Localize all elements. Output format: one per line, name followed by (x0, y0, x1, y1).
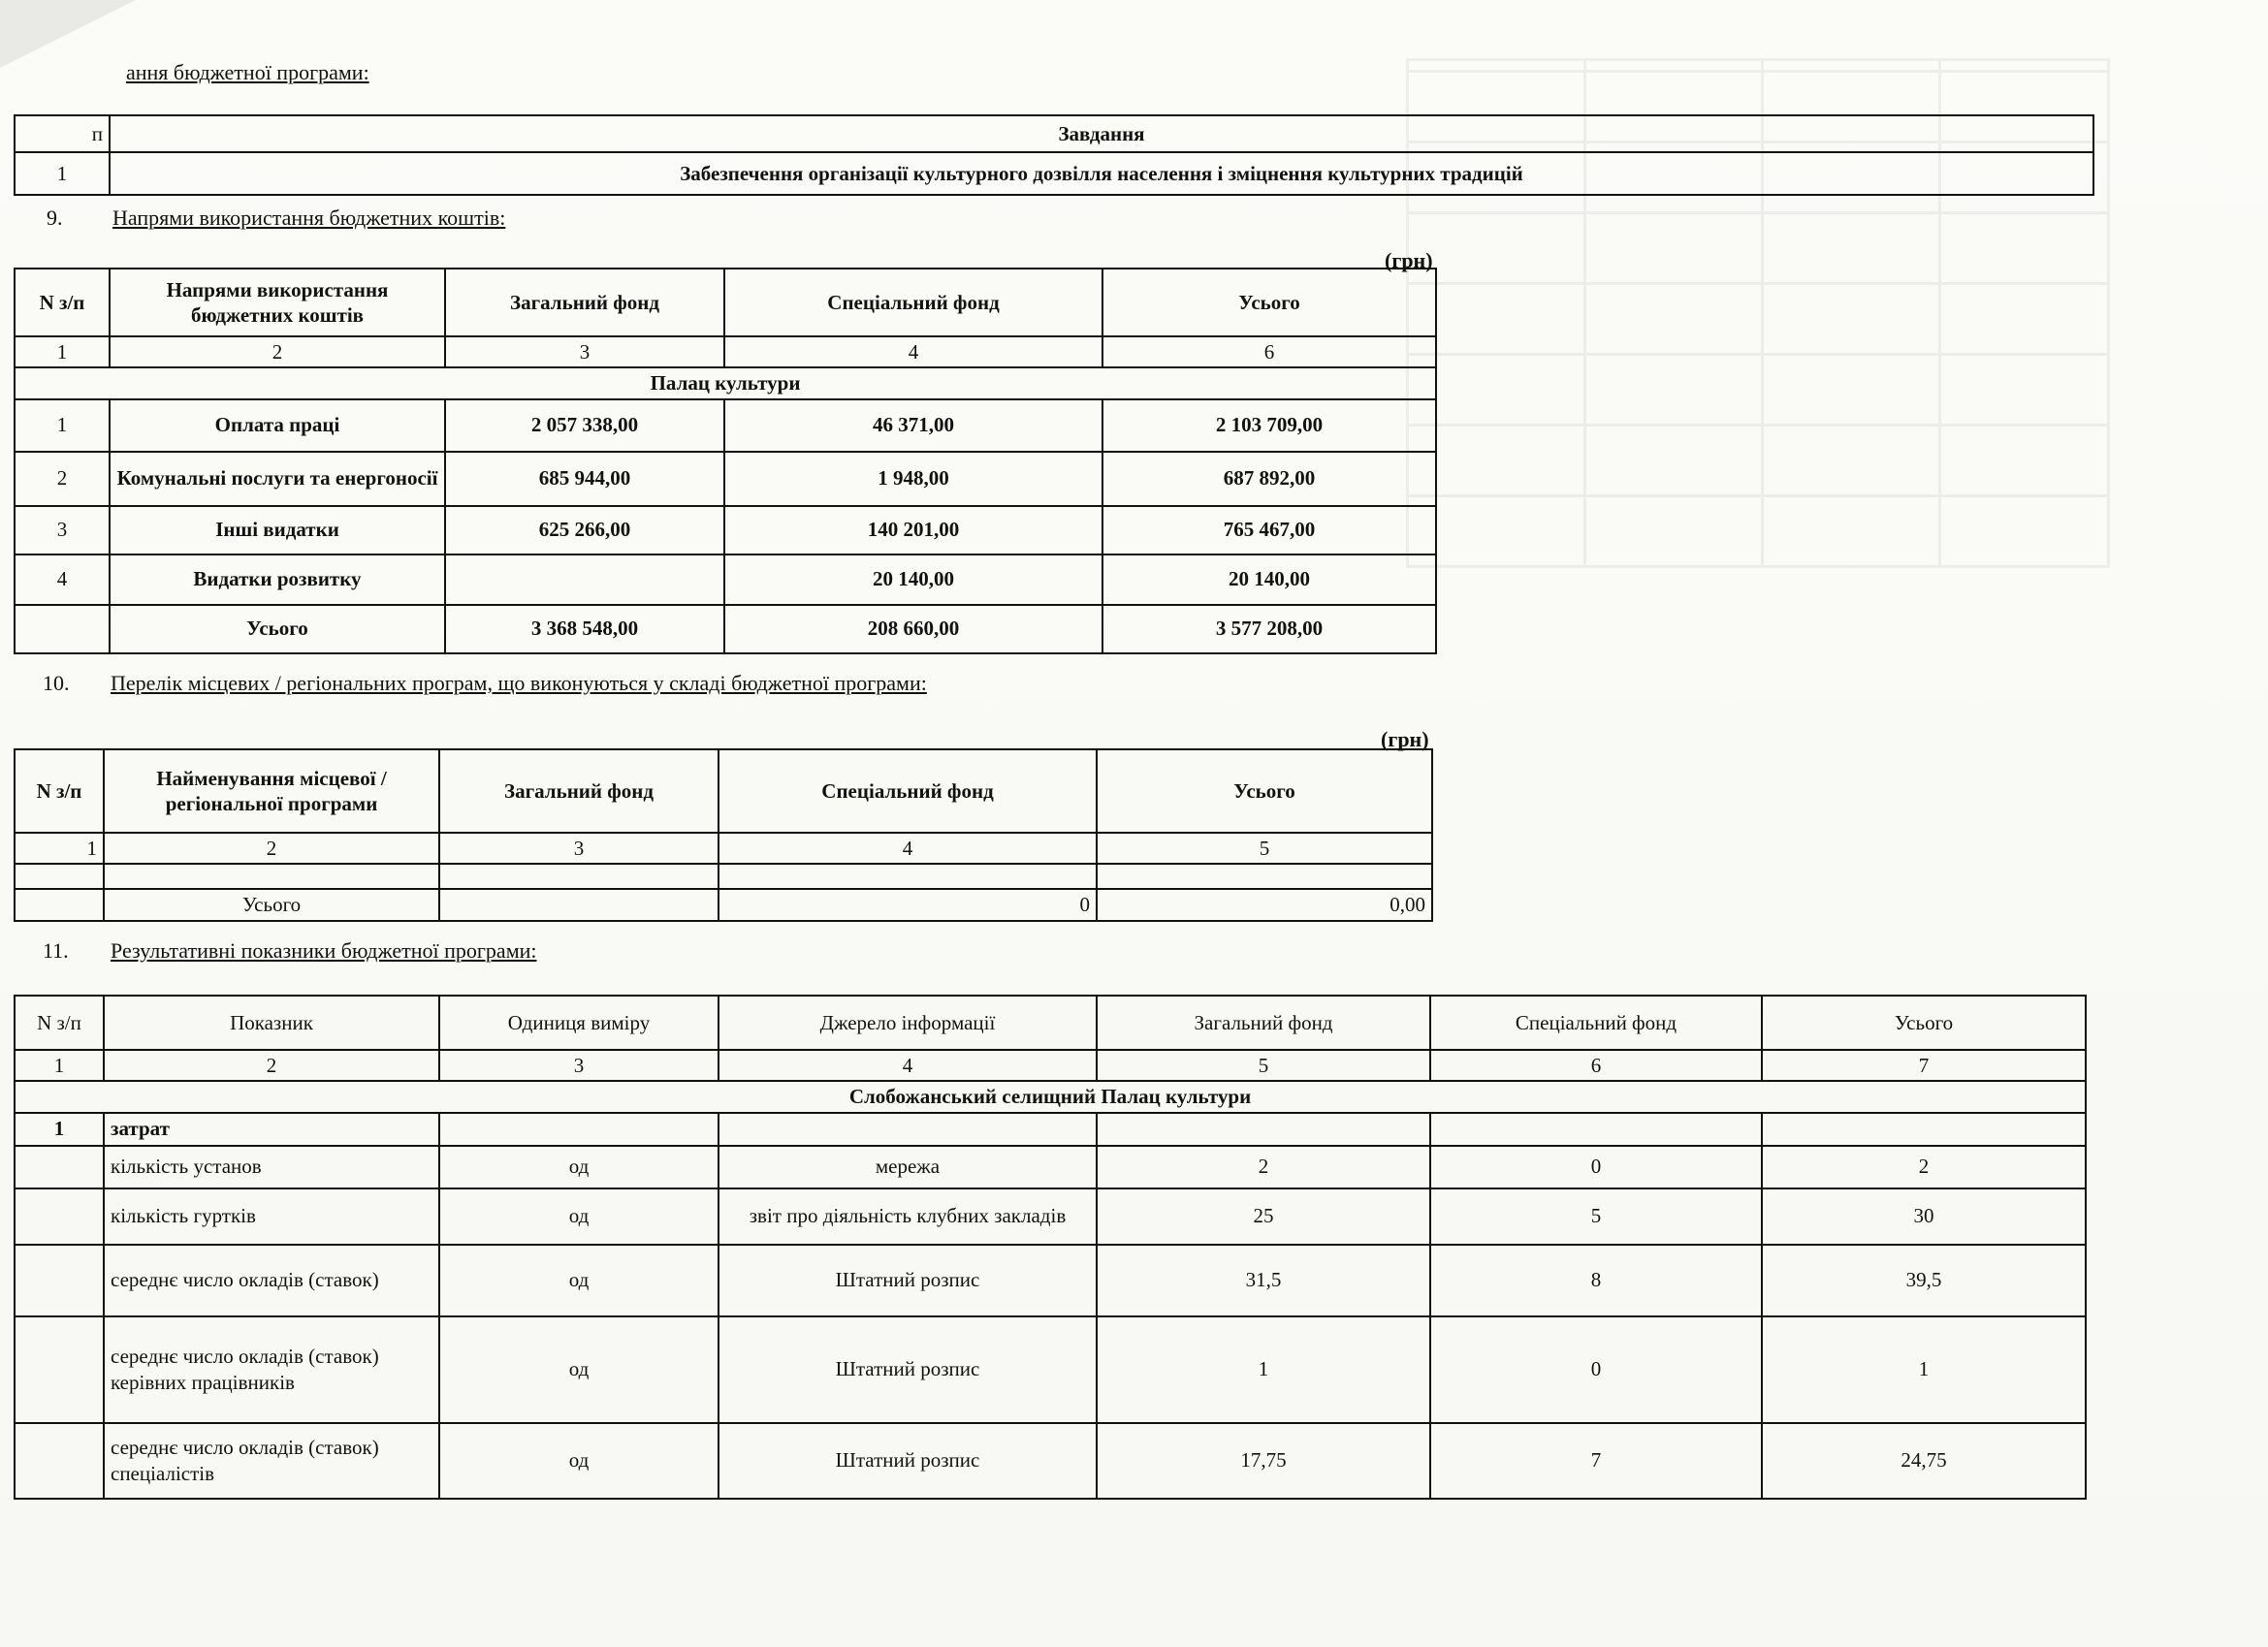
category-name: затрат (104, 1113, 439, 1146)
indicator-source: Штатний розпис (719, 1316, 1097, 1423)
col-header-total: Усього (1097, 749, 1432, 833)
table-row (15, 152, 2093, 195)
indicator-general: 17,75 (1097, 1423, 1430, 1499)
row-special: 20 140,00 (724, 554, 1102, 605)
col-num: 2 (104, 1050, 439, 1081)
row-total: 687 892,00 (1102, 452, 1436, 506)
column-numbers-row (15, 336, 1436, 367)
indicator-general: 31,5 (1097, 1245, 1430, 1316)
row-direction: Інші видатки (110, 506, 445, 554)
col-header-num: N з/п (15, 269, 110, 336)
total-general: 3 368 548,00 (445, 605, 724, 653)
col-num: 2 (110, 336, 445, 367)
indicator-unit: од (439, 1245, 719, 1316)
row-special: 140 201,00 (724, 506, 1102, 554)
section-10-title: Перелік місцевих / регіональних програм, що виконуються у складі бюджетної програми: (111, 671, 927, 695)
col-num: 3 (445, 336, 724, 367)
section-11-title: Результативні показники бюджетної програми: (111, 938, 537, 963)
section-9-unit: (грн) (1385, 248, 1433, 272)
indicator-special: 7 (1430, 1423, 1762, 1499)
header-row (15, 996, 2086, 1050)
col-num: 5 (1097, 1050, 1430, 1081)
section-11-number: 11. (43, 938, 69, 963)
column-numbers-row (15, 833, 1432, 864)
section-10-number: 10. (43, 671, 70, 695)
total-row (15, 605, 1436, 653)
col-header-total: Усього (1102, 269, 1436, 336)
indicator-general: 25 (1097, 1188, 1430, 1245)
row-special: 46 371,00 (724, 399, 1102, 452)
row-general: 2 057 338,00 (445, 399, 724, 452)
table-row (15, 1423, 2086, 1499)
group-row (15, 1081, 2086, 1112)
indicator-unit: од (439, 1146, 719, 1188)
total-special: 208 660,00 (724, 605, 1102, 653)
row-general (445, 554, 724, 605)
indicator-name: середнє число окладів (ставок) (104, 1245, 439, 1316)
row-total: 765 467,00 (1102, 506, 1436, 554)
total-general (439, 889, 719, 920)
row-general: 685 944,00 (445, 452, 724, 506)
indicator-name: кількість гуртків (104, 1188, 439, 1245)
col-num: 4 (719, 1050, 1097, 1081)
indicator-name: середнє число окладів (ставок) спеціалістів (104, 1423, 439, 1499)
table-row (15, 1146, 2086, 1188)
row-special: 1 948,00 (724, 452, 1102, 506)
col-num: 3 (439, 833, 719, 864)
performance-indicators-table (14, 995, 2087, 1500)
col-num: 1 (15, 336, 110, 367)
col-header-special: Спеціальний фонд (719, 749, 1097, 833)
col-header-direction: Напрями використання бюджетних коштів (110, 269, 445, 336)
indicator-source: Штатний розпис (719, 1245, 1097, 1316)
row-direction: Видатки розвитку (110, 554, 445, 605)
col-header-general: Загальний фонд (445, 269, 724, 336)
row-general: 625 266,00 (445, 506, 724, 554)
col-header-general: Загальний фонд (1097, 996, 1430, 1050)
indicator-general: 1 (1097, 1316, 1430, 1423)
total-row (15, 889, 1432, 920)
row-total: 20 140,00 (1102, 554, 1436, 605)
folded-corner (0, 0, 136, 68)
task-number: 1 (15, 152, 110, 195)
table-row (15, 1245, 2086, 1316)
section-9-title: Напрями використання бюджетних коштів: (112, 206, 506, 230)
indicator-source: Штатний розпис (719, 1423, 1097, 1499)
indicator-name: середнє число окладів (ставок) керівних працівників (104, 1316, 439, 1423)
group-row (15, 367, 1436, 398)
section-10-unit: (грн) (1381, 727, 1429, 751)
total-num (15, 605, 110, 653)
total-total: 0,00 (1097, 889, 1432, 920)
table-row (15, 1188, 2086, 1245)
row-total: 2 103 709,00 (1102, 399, 1436, 452)
col-num: 1 (15, 833, 104, 864)
row-direction: Оплата праці (110, 399, 445, 452)
header-row (15, 269, 1436, 336)
col-num: 7 (1762, 1050, 2086, 1081)
indicator-special: 8 (1430, 1245, 1762, 1316)
row-num: 4 (15, 554, 110, 605)
total-special: 0 (719, 889, 1097, 920)
col-header-indicator: Показник (104, 996, 439, 1050)
header-row (15, 749, 1432, 833)
table-row (15, 399, 1436, 452)
indicator-total: 39,5 (1762, 1245, 2086, 1316)
col-num: 6 (1430, 1050, 1762, 1081)
row-num: 2 (15, 452, 110, 506)
indicator-special: 0 (1430, 1146, 1762, 1188)
col-header-total: Усього (1762, 996, 2086, 1050)
col-header-unit: Одиниця виміру (439, 996, 719, 1050)
row-direction: Комунальні послуги та енергоносії (110, 452, 445, 506)
col-header-general: Загальний фонд (439, 749, 719, 833)
col-header-num: N з/п (15, 996, 104, 1050)
total-label: Усього (104, 889, 439, 920)
indicator-name: кількість установ (104, 1146, 439, 1188)
total-label: Усього (110, 605, 445, 653)
table-row (15, 506, 1436, 554)
section-9-number: 9. (47, 206, 63, 230)
indicator-special: 0 (1430, 1316, 1762, 1423)
col-num: 2 (104, 833, 439, 864)
col-header-special: Спеціальний фонд (1430, 996, 1762, 1050)
col-num: 6 (1102, 336, 1436, 367)
indicator-total: 24,75 (1762, 1423, 2086, 1499)
category-row (15, 1113, 2086, 1146)
group-title: Палац культури (15, 367, 1436, 398)
group-title: Слобожанський селищний Палац культури (15, 1081, 2086, 1112)
row-num: 1 (15, 399, 110, 452)
indicator-unit: од (439, 1423, 719, 1499)
table-row (15, 554, 1436, 605)
table-row (15, 1316, 2086, 1423)
indicator-source: мережа (719, 1146, 1097, 1188)
col-num: 4 (719, 833, 1097, 864)
col-num: 3 (439, 1050, 719, 1081)
local-programs-table (14, 748, 1433, 922)
col-header-special: Спеціальний фонд (724, 269, 1102, 336)
indicator-unit: од (439, 1188, 719, 1245)
tasks-num-header: п (15, 115, 110, 152)
budget-directions-table (14, 268, 1437, 654)
row-num: 3 (15, 506, 110, 554)
col-header-num: N з/п (15, 749, 104, 833)
category-num: 1 (15, 1113, 104, 1146)
indicator-general: 2 (1097, 1146, 1430, 1188)
col-num: 5 (1097, 833, 1432, 864)
task-text: Забезпечення організації культурного дозвілля населення і зміцнення культурних традицій (110, 152, 2093, 195)
indicator-total: 30 (1762, 1188, 2086, 1245)
indicator-source: звіт про діяльність клубних закладів (719, 1188, 1097, 1245)
table-row (15, 452, 1436, 506)
empty-row (15, 864, 1432, 889)
indicator-total: 1 (1762, 1316, 2086, 1423)
col-num: 1 (15, 1050, 104, 1081)
col-header-source: Джерело інформації (719, 996, 1097, 1050)
total-total: 3 577 208,00 (1102, 605, 1436, 653)
col-num: 4 (724, 336, 1102, 367)
col-header-program: Найменування місцевої / регіональної програми (104, 749, 439, 833)
section-8-title: ання бюджетної програми: (126, 60, 369, 84)
tasks-header-row (15, 115, 2093, 152)
tasks-table (14, 114, 2094, 196)
indicator-special: 5 (1430, 1188, 1762, 1245)
tasks-task-header: Завдання (110, 115, 2093, 152)
indicator-total: 2 (1762, 1146, 2086, 1188)
indicator-unit: од (439, 1316, 719, 1423)
column-numbers-row (15, 1050, 2086, 1081)
